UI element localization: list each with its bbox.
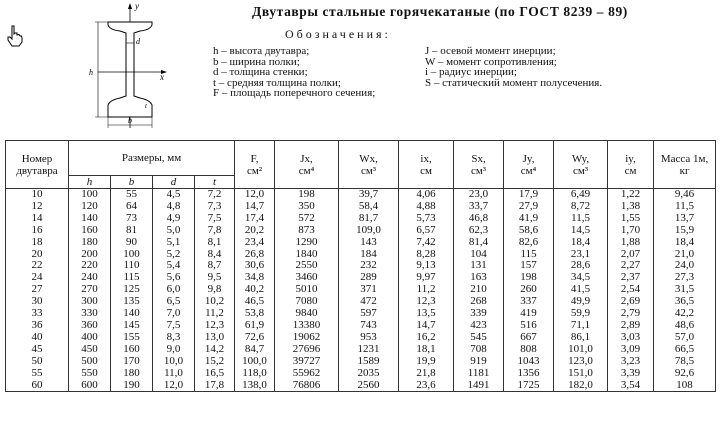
table-cell: 270 <box>69 284 111 296</box>
table-body <box>6 189 716 392</box>
table-cell: 3460 <box>275 272 339 284</box>
table-cell: 27,3 <box>654 272 716 284</box>
table-cell: 5,1 <box>153 237 195 249</box>
table-cell: 81,4 <box>454 237 504 249</box>
legend-item: d – толщина стенки; <box>213 66 308 78</box>
t-label: t <box>145 102 147 110</box>
table-cell: 12,3 <box>399 296 454 308</box>
table-cell: 49,9 <box>554 296 608 308</box>
table-row <box>6 356 716 368</box>
table-cell: 11,0 <box>153 368 195 380</box>
table-cell: 5,6 <box>153 272 195 284</box>
table-cell: 140 <box>69 213 111 225</box>
table-cell: 7,5 <box>195 213 235 225</box>
table-cell: 12 <box>6 201 69 213</box>
table-cell: 14,2 <box>195 344 235 356</box>
table-cell: 109,0 <box>339 225 399 237</box>
table-cell: 138,0 <box>235 380 275 392</box>
header-Wx: Wx, см³ <box>339 141 399 189</box>
table-cell: 64 <box>111 201 153 213</box>
table-cell: 1725 <box>504 380 554 392</box>
table-cell: 24,0 <box>654 260 716 272</box>
table-cell: 23,6 <box>399 380 454 392</box>
table-cell: 19,9 <box>399 356 454 368</box>
table-cell: 9840 <box>275 308 339 320</box>
table-cell: 14,7 <box>399 320 454 332</box>
table-cell: 550 <box>69 368 111 380</box>
table-cell: 8,3 <box>153 332 195 344</box>
subheader-t: t <box>195 176 235 189</box>
table-cell: 123,0 <box>554 356 608 368</box>
table-cell: 163 <box>454 272 504 284</box>
header-dimensions: Размеры, мм <box>69 141 235 176</box>
table-cell: 597 <box>339 308 399 320</box>
table-cell: 14,7 <box>235 201 275 213</box>
table-cell: 10 <box>6 189 69 201</box>
table-cell: 46,8 <box>454 213 504 225</box>
table-cell: 120 <box>69 201 111 213</box>
h-label: h <box>89 68 93 77</box>
table-cell: 46,5 <box>235 296 275 308</box>
table-cell: 15,2 <box>195 356 235 368</box>
table-cell: 7,0 <box>153 308 195 320</box>
table-cell: 6,57 <box>399 225 454 237</box>
i-beam-table <box>5 140 716 392</box>
table-cell: 28,6 <box>554 260 608 272</box>
table-cell: 82,6 <box>504 237 554 249</box>
table-cell: 41,9 <box>504 213 554 225</box>
table-cell: 350 <box>275 201 339 213</box>
table-cell: 23,4 <box>235 237 275 249</box>
table-cell: 9,8 <box>195 284 235 296</box>
table-cell: 240 <box>69 272 111 284</box>
table-cell: 7,3 <box>195 201 235 213</box>
table-cell: 400 <box>69 332 111 344</box>
table-cell: 18,4 <box>554 237 608 249</box>
table-cell: 3,54 <box>608 380 654 392</box>
table-cell: 337 <box>504 296 554 308</box>
table-cell: 108 <box>654 380 716 392</box>
table-cell: 58,4 <box>339 201 399 213</box>
table-cell: 2,07 <box>608 249 654 261</box>
table-cell: 9,5 <box>195 272 235 284</box>
table-cell: 572 <box>275 213 339 225</box>
table-cell: 57,0 <box>654 332 716 344</box>
table-cell: 16,2 <box>399 332 454 344</box>
legend-left <box>213 46 375 99</box>
table-cell: 260 <box>504 284 554 296</box>
table-cell: 708 <box>454 344 504 356</box>
table-cell: 115 <box>111 272 153 284</box>
table-cell: 71,1 <box>554 320 608 332</box>
table-cell: 30,6 <box>235 260 275 272</box>
table-cell: 419 <box>504 308 554 320</box>
legend-item: t – средняя толщина полки; <box>213 76 341 89</box>
table-cell: 155 <box>111 332 153 344</box>
table-cell: 500 <box>69 356 111 368</box>
table-cell: 4,5 <box>153 189 195 201</box>
table-cell: 1,38 <box>608 201 654 213</box>
table-cell: 5,2 <box>153 249 195 261</box>
table-cell: 151,0 <box>554 368 608 380</box>
table-cell: 5,0 <box>153 225 195 237</box>
table-cell: 1181 <box>454 368 504 380</box>
table-cell: 472 <box>339 296 399 308</box>
table-cell: 20 <box>6 249 69 261</box>
table-cell: 1,70 <box>608 225 654 237</box>
x-axis-label: x <box>160 72 164 82</box>
table-cell: 7,8 <box>195 225 235 237</box>
legend-heading: Обозначения: <box>285 27 391 41</box>
table-cell: 26,8 <box>235 249 275 261</box>
table-cell: 5,4 <box>153 260 195 272</box>
table-cell: 2,79 <box>608 308 654 320</box>
legend-item: S – статический момент полусечения. <box>425 76 603 89</box>
table-cell: 184 <box>339 249 399 261</box>
table-cell: 12,3 <box>195 320 235 332</box>
table-cell: 31,5 <box>654 284 716 296</box>
table-cell: 60 <box>6 380 69 392</box>
table-cell: 17,9 <box>504 189 554 201</box>
table-cell: 22 <box>6 260 69 272</box>
table-cell: 24 <box>6 272 69 284</box>
table-cell: 104 <box>454 249 504 261</box>
table-cell: 33,7 <box>454 201 504 213</box>
table-cell: 4,8 <box>153 201 195 213</box>
table-cell: 21,8 <box>399 368 454 380</box>
table-cell: 873 <box>275 225 339 237</box>
table-cell: 360 <box>69 320 111 332</box>
table-cell: 232 <box>339 260 399 272</box>
table-cell: 17,4 <box>235 213 275 225</box>
table-cell: 12,0 <box>235 189 275 201</box>
table-cell: 16 <box>6 225 69 237</box>
table-cell: 59,9 <box>554 308 608 320</box>
table-cell: 100 <box>69 189 111 201</box>
table-cell: 16,5 <box>195 368 235 380</box>
table-cell: 135 <box>111 296 153 308</box>
table-cell: 210 <box>454 284 504 296</box>
table-cell: 198 <box>504 272 554 284</box>
b-label: b <box>128 116 132 125</box>
table-cell: 10,0 <box>153 356 195 368</box>
table-cell: 4,06 <box>399 189 454 201</box>
table-cell: 743 <box>339 320 399 332</box>
table-cell: 27696 <box>275 344 339 356</box>
table-cell: 55 <box>6 368 69 380</box>
table-cell: 330 <box>69 308 111 320</box>
table-cell: 339 <box>454 308 504 320</box>
table-cell: 100,0 <box>235 356 275 368</box>
table-cell: 18,1 <box>399 344 454 356</box>
table-row <box>6 225 716 237</box>
table-cell: 11,5 <box>554 213 608 225</box>
table-cell: 3,03 <box>608 332 654 344</box>
table-cell: 18,4 <box>654 237 716 249</box>
table-cell: 84,7 <box>235 344 275 356</box>
d-label: d <box>136 37 140 46</box>
table-cell: 14,5 <box>554 225 608 237</box>
table-cell: 3,23 <box>608 356 654 368</box>
table-cell: 115 <box>504 249 554 261</box>
table-row <box>6 380 716 392</box>
table-cell: 40 <box>6 332 69 344</box>
table-cell: 3,39 <box>608 368 654 380</box>
table-cell: 27 <box>6 284 69 296</box>
table-cell: 6,49 <box>554 189 608 201</box>
table-cell: 545 <box>454 332 504 344</box>
header-number: Номер двутавра <box>6 141 69 189</box>
table-cell: 6,0 <box>153 284 195 296</box>
table-cell: 90 <box>111 237 153 249</box>
table-cell: 1589 <box>339 356 399 368</box>
table-cell: 61,9 <box>235 320 275 332</box>
table-cell: 21,0 <box>654 249 716 261</box>
table-cell: 2,89 <box>608 320 654 332</box>
table-cell: 118,0 <box>235 368 275 380</box>
table-cell: 48,6 <box>654 320 716 332</box>
table-cell: 7080 <box>275 296 339 308</box>
table-cell: 160 <box>111 344 153 356</box>
table-cell: 13,7 <box>654 213 716 225</box>
subheader-b: b <box>111 176 153 189</box>
table-cell: 11,2 <box>399 284 454 296</box>
table-cell: 2,27 <box>608 260 654 272</box>
table-cell: 78,5 <box>654 356 716 368</box>
table-cell: 81 <box>111 225 153 237</box>
table-cell: 2,69 <box>608 296 654 308</box>
table-cell: 66,5 <box>654 344 716 356</box>
table-cell: 81,7 <box>339 213 399 225</box>
table-cell: 50 <box>6 356 69 368</box>
table-cell: 5,73 <box>399 213 454 225</box>
table-cell: 19062 <box>275 332 339 344</box>
table-cell: 10,2 <box>195 296 235 308</box>
i-beam-diagram <box>0 0 200 135</box>
table-cell: 9,97 <box>399 272 454 284</box>
table-cell: 62,3 <box>454 225 504 237</box>
table-cell: 450 <box>69 344 111 356</box>
table-cell: 953 <box>339 332 399 344</box>
table-row <box>6 213 716 225</box>
table-cell: 27,9 <box>504 201 554 213</box>
table-cell: 58,6 <box>504 225 554 237</box>
table-cell: 190 <box>111 380 153 392</box>
table-row <box>6 332 716 344</box>
legend-item: F – площадь поперечного сечения; <box>213 87 376 99</box>
table-cell: 45 <box>6 344 69 356</box>
legend-right <box>425 46 602 88</box>
legend-item: h – высота двутавра; <box>213 45 310 57</box>
header-mass: Масса 1м, кг <box>654 141 716 189</box>
table-cell: 4,88 <box>399 201 454 213</box>
table-cell: 140 <box>111 308 153 320</box>
table-cell: 39727 <box>275 356 339 368</box>
table-cell: 808 <box>504 344 554 356</box>
table-cell: 125 <box>111 284 153 296</box>
table-cell: 2035 <box>339 368 399 380</box>
table-cell: 15,9 <box>654 225 716 237</box>
table-cell: 13380 <box>275 320 339 332</box>
table-cell: 8,28 <box>399 249 454 261</box>
table-cell: 8,7 <box>195 260 235 272</box>
table-cell: 12,0 <box>153 380 195 392</box>
table-cell: 11,5 <box>654 201 716 213</box>
table-cell: 8,1 <box>195 237 235 249</box>
table-cell: 143 <box>339 237 399 249</box>
table-cell: 160 <box>69 225 111 237</box>
table-cell: 667 <box>504 332 554 344</box>
table-cell: 92,6 <box>654 368 716 380</box>
table-cell: 110 <box>111 260 153 272</box>
legend-item: J – осевой момент инерции; <box>425 45 556 57</box>
table-cell: 180 <box>111 368 153 380</box>
table-cell: 1231 <box>339 344 399 356</box>
table-cell: 23,0 <box>454 189 504 201</box>
table-cell: 919 <box>454 356 504 368</box>
table-cell: 4,9 <box>153 213 195 225</box>
table-cell: 371 <box>339 284 399 296</box>
table-cell: 41,5 <box>554 284 608 296</box>
header-ix: ix, см <box>399 141 454 189</box>
table-cell: 268 <box>454 296 504 308</box>
header-Wy: Wy, см³ <box>554 141 608 189</box>
table-cell: 13,5 <box>399 308 454 320</box>
header-Jx: Jx, см⁴ <box>275 141 339 189</box>
table-cell: 300 <box>69 296 111 308</box>
table-cell: 72,6 <box>235 332 275 344</box>
header-Jy: Jy, см⁴ <box>504 141 554 189</box>
table-cell: 2550 <box>275 260 339 272</box>
table-cell: 23,1 <box>554 249 608 261</box>
table-cell: 7,5 <box>153 320 195 332</box>
header-Sx: Sx, см³ <box>454 141 504 189</box>
page-title: Двутавры стальные горячекатаные (по ГОСТ 8239 – 89) <box>252 4 628 19</box>
table-cell: 73 <box>111 213 153 225</box>
table-cell: 180 <box>69 237 111 249</box>
table-cell: 13,0 <box>195 332 235 344</box>
table-row <box>6 344 716 356</box>
table-cell: 100 <box>111 249 153 261</box>
table-cell: 2560 <box>339 380 399 392</box>
table-cell: 2,54 <box>608 284 654 296</box>
table-cell: 9,0 <box>153 344 195 356</box>
y-axis-arrow <box>128 3 132 9</box>
table-cell: 8,72 <box>554 201 608 213</box>
subheader-h: h <box>69 176 111 189</box>
table-cell: 101,0 <box>554 344 608 356</box>
table-cell: 7,42 <box>399 237 454 249</box>
table-cell: 1491 <box>454 380 504 392</box>
table-cell: 9,46 <box>654 189 716 201</box>
table-cell: 30 <box>6 296 69 308</box>
table-cell: 1,88 <box>608 237 654 249</box>
table-cell: 55 <box>111 189 153 201</box>
table-cell: 1290 <box>275 237 339 249</box>
header-F: F, см² <box>235 141 275 189</box>
table-cell: 55962 <box>275 368 339 380</box>
table-cell: 131 <box>454 260 504 272</box>
table-cell: 145 <box>111 320 153 332</box>
table-cell: 33 <box>6 308 69 320</box>
table-cell: 1,55 <box>608 213 654 225</box>
header-iy: iy, см <box>608 141 654 189</box>
table-cell: 34,8 <box>235 272 275 284</box>
table-cell: 170 <box>111 356 153 368</box>
table-cell: 18 <box>6 237 69 249</box>
table-cell: 40,2 <box>235 284 275 296</box>
table-cell: 1840 <box>275 249 339 261</box>
table-cell: 200 <box>69 249 111 261</box>
table-cell: 1,22 <box>608 189 654 201</box>
table-cell: 86,1 <box>554 332 608 344</box>
table-cell: 53,8 <box>235 308 275 320</box>
table-cell: 76806 <box>275 380 339 392</box>
table-cell: 1356 <box>504 368 554 380</box>
table-cell: 1043 <box>504 356 554 368</box>
table-cell: 6,5 <box>153 296 195 308</box>
y-axis-label: y <box>135 1 139 11</box>
table-cell: 11,2 <box>195 308 235 320</box>
table-cell: 2,37 <box>608 272 654 284</box>
table-cell: 220 <box>69 260 111 272</box>
table-cell: 3,09 <box>608 344 654 356</box>
table-cell: 289 <box>339 272 399 284</box>
table-cell: 600 <box>69 380 111 392</box>
table-cell: 9,13 <box>399 260 454 272</box>
table-cell: 5010 <box>275 284 339 296</box>
table-cell: 157 <box>504 260 554 272</box>
table-cell: 198 <box>275 189 339 201</box>
table-cell: 36 <box>6 320 69 332</box>
table-cell: 20,2 <box>235 225 275 237</box>
table-cell: 34,5 <box>554 272 608 284</box>
subheader-d: d <box>153 176 195 189</box>
legend-item: i – радиус инерции; <box>425 66 517 78</box>
table-cell: 39,7 <box>339 189 399 201</box>
legend-item: W – момент сопротивления; <box>425 55 557 68</box>
table-cell: 14 <box>6 213 69 225</box>
table-cell: 182,0 <box>554 380 608 392</box>
table-cell: 7,2 <box>195 189 235 201</box>
table-cell: 516 <box>504 320 554 332</box>
table-cell: 42,2 <box>654 308 716 320</box>
table-cell: 36,5 <box>654 296 716 308</box>
table-cell: 423 <box>454 320 504 332</box>
table-row <box>6 237 716 249</box>
legend-item: b – ширина полки; <box>213 55 300 68</box>
table-cell: 8,4 <box>195 249 235 261</box>
table-row <box>6 368 716 380</box>
table-cell: 17,8 <box>195 380 235 392</box>
